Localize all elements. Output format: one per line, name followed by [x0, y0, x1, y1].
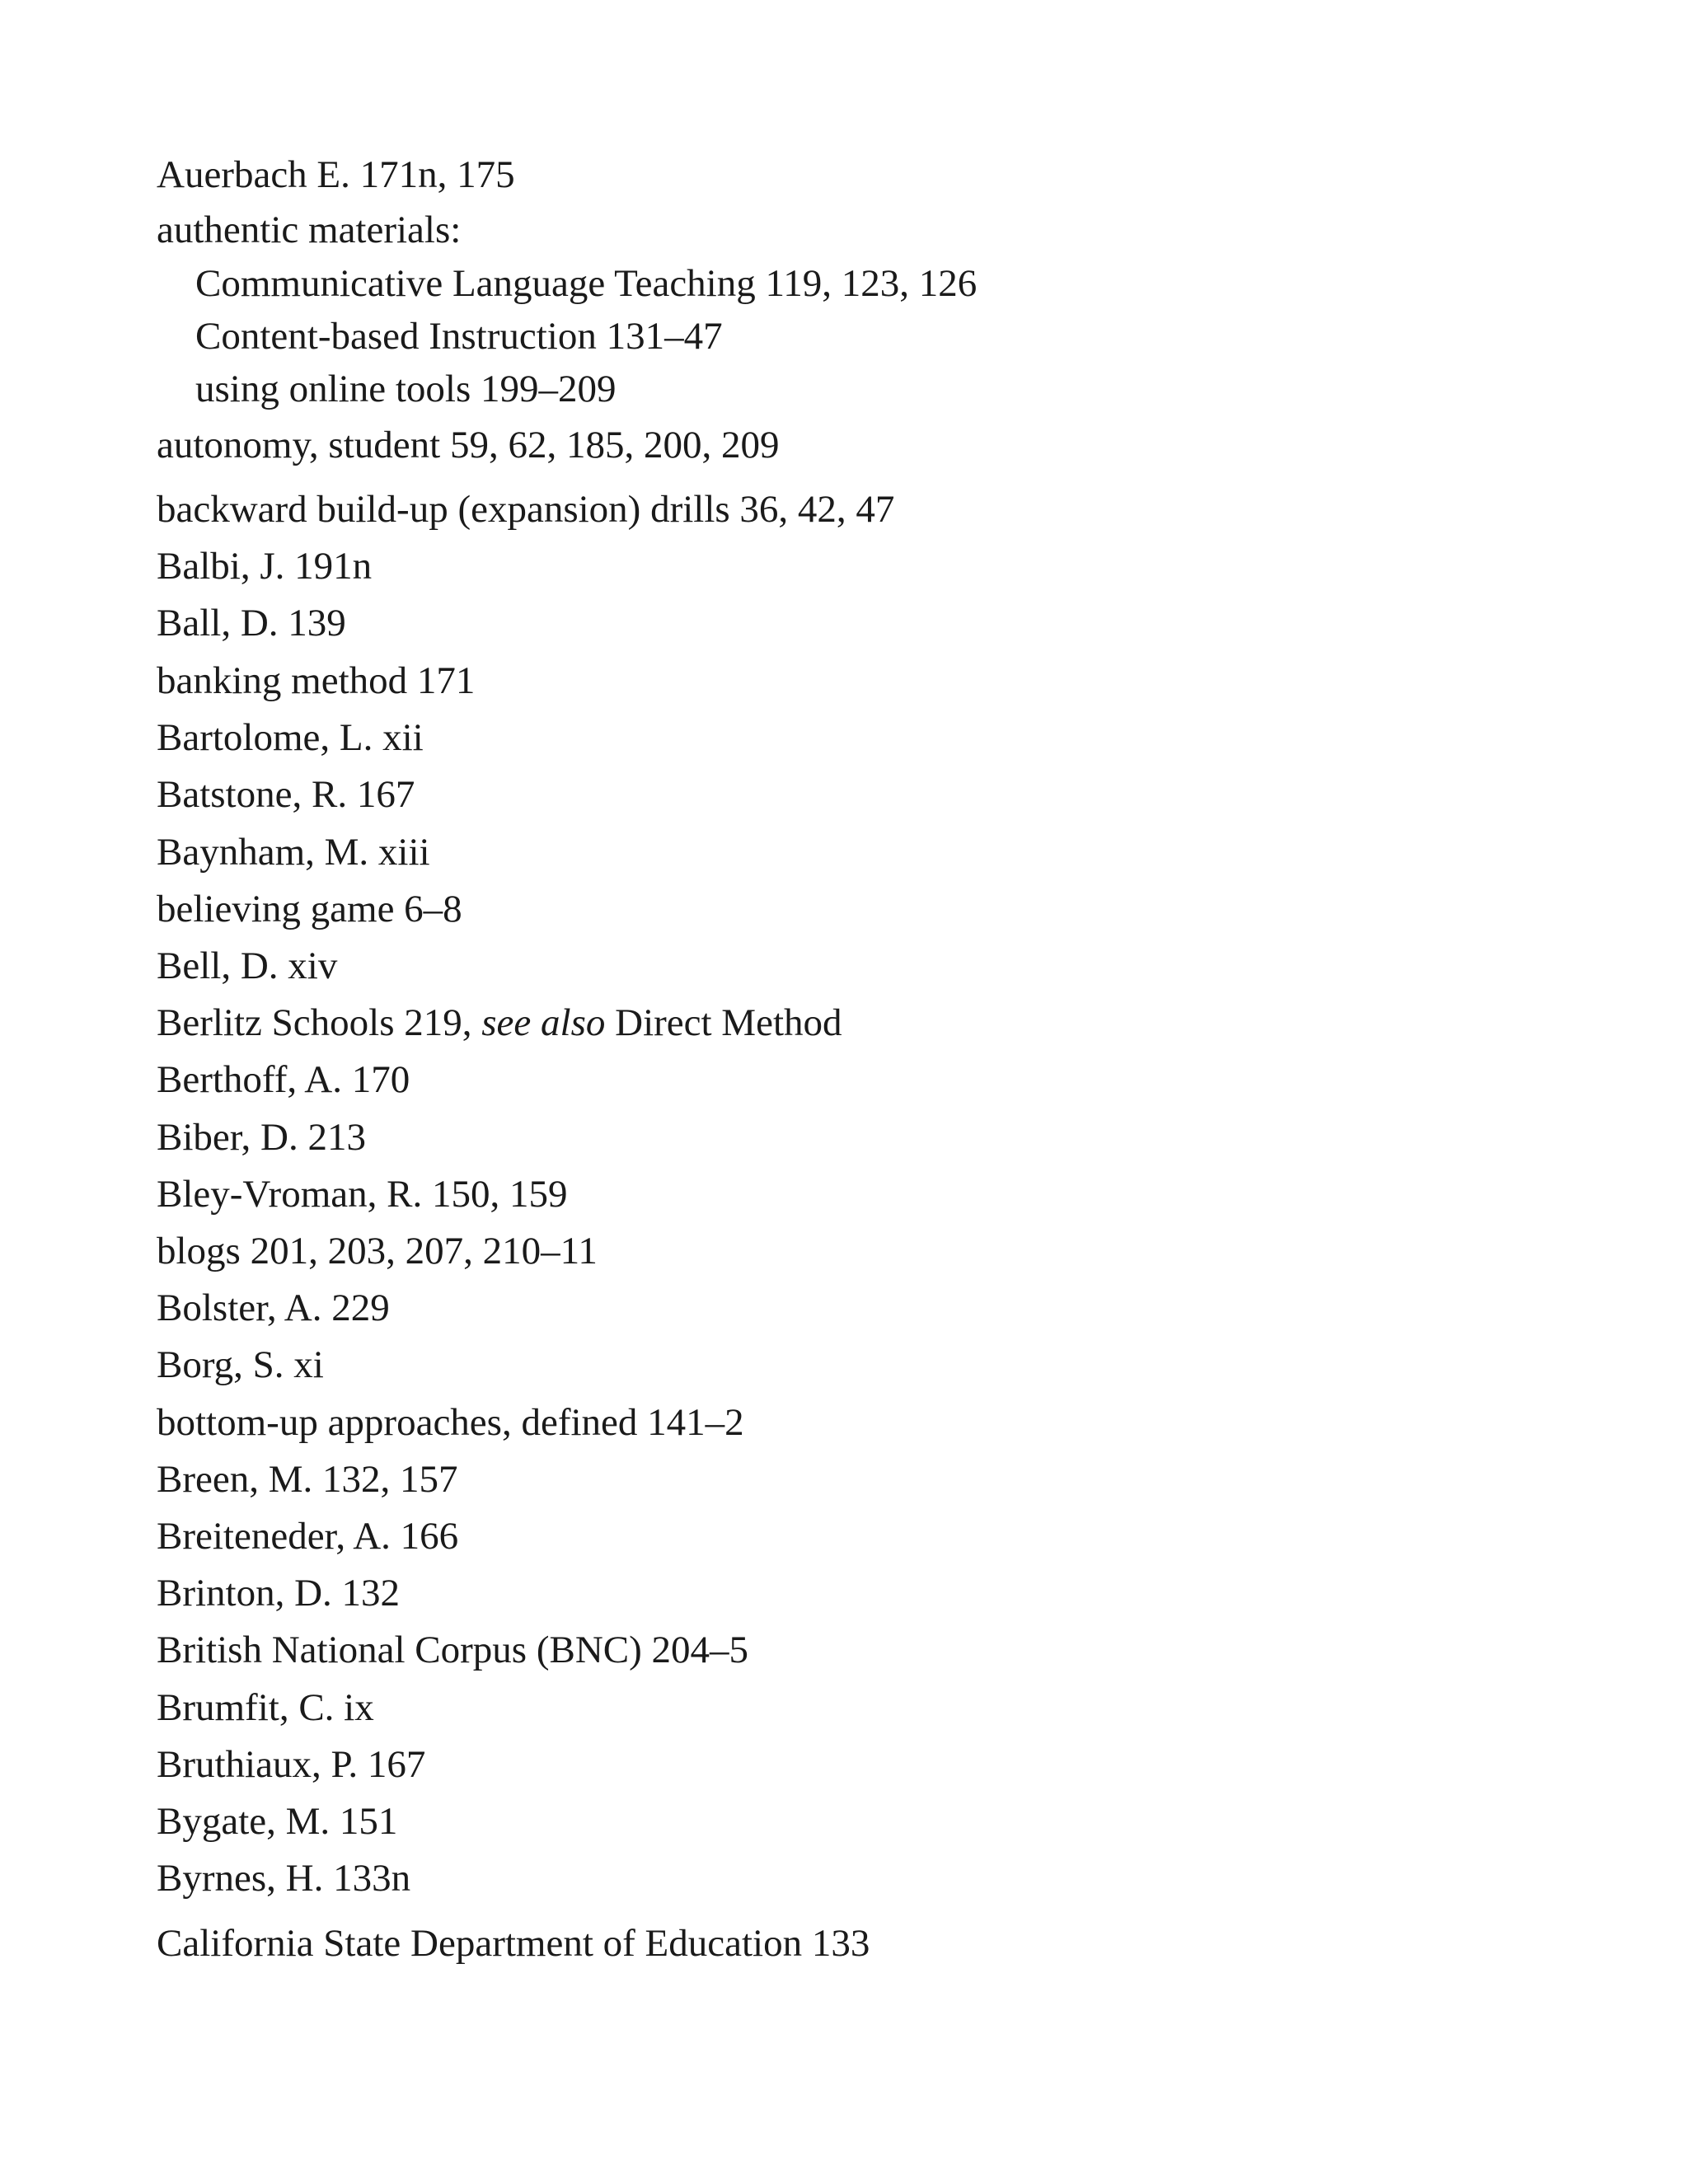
index-entry — [157, 1456, 458, 1502]
index-entry-text: Bygate, M. 151 — [157, 1800, 398, 1843]
index-entry — [157, 1399, 744, 1446]
index-entry — [157, 829, 430, 875]
index-entry-text: autonomy, student 59, 62, 185, 200, 209 — [157, 424, 780, 466]
index-entry-text: backward build-up (expansion) drills 36, 42, 47 — [157, 488, 895, 531]
index-subentry-text: using online tools 199–209 — [195, 368, 617, 410]
index-subentry — [195, 366, 616, 412]
index-entry-text: Baynham, M. xiii — [157, 831, 430, 874]
index-subentry — [195, 313, 723, 359]
index-entry-text: Brumfit, C. ix — [157, 1686, 374, 1729]
index-entry-text: blogs 201, 203, 207, 210–11 — [157, 1230, 598, 1272]
index-entry — [157, 715, 424, 761]
index-entry — [157, 1057, 410, 1103]
index-entry-text: Byrnes, H. 133n — [157, 1857, 411, 1900]
index-entry — [157, 1570, 400, 1616]
index-entry-text: Biber, D. 213 — [157, 1116, 366, 1159]
index-entry-text: Brinton, D. 132 — [157, 1572, 401, 1615]
index-entry — [157, 1114, 366, 1160]
index-subentry-text: Communicative Language Teaching 119, 123, 126 — [195, 262, 978, 305]
index-entry — [157, 600, 346, 646]
index-entry — [157, 486, 894, 532]
index-entry — [157, 1285, 390, 1331]
index-entry — [157, 422, 779, 468]
index-entry — [157, 1855, 410, 1901]
index-entry-text: Bruthiaux, P. 167 — [157, 1743, 426, 1786]
index-entry — [157, 658, 475, 704]
index-entry-text: Balbi, J. 191n — [157, 545, 373, 588]
index-entry-text: British National Corpus (BNC) 204–5 — [157, 1629, 749, 1671]
index-entry-text: believing game 6–8 — [157, 888, 462, 930]
index-entry — [157, 886, 462, 932]
index-entry — [157, 1685, 374, 1731]
index-entry-text: Bolster, A. 229 — [157, 1286, 390, 1329]
index-entry — [157, 1228, 598, 1274]
index-entry — [157, 1741, 425, 1788]
index-entry-text: Berthoff, A. 170 — [157, 1058, 410, 1101]
index-entry-text: Batstone, R. 167 — [157, 773, 415, 816]
index-subentry-text: Content-based Instruction 131–47 — [195, 315, 723, 358]
index-entry-text: Bell, D. xiv — [157, 944, 338, 987]
index-subentry — [195, 260, 977, 307]
index-entry — [157, 1798, 397, 1844]
index-entry-text: California State Department of Education 133 — [157, 1922, 870, 1965]
index-entry — [157, 1000, 842, 1046]
index-entry-text: banking method 171 — [157, 659, 476, 702]
index-entry-text: Borg, S. xi — [157, 1343, 324, 1386]
index-entry — [157, 207, 461, 253]
index-entry-text: Bley-Vroman, R. 150, 159 — [157, 1173, 568, 1216]
index-entry-text: Bartolome, L. xii — [157, 716, 424, 759]
index-entry — [157, 152, 515, 198]
index-entry-text: Ball, D. 139 — [157, 602, 346, 644]
index-entry — [157, 1342, 324, 1388]
index-entry-text: Breiteneder, A. 166 — [157, 1515, 459, 1558]
index-entry-text: Auerbach E. 171n, 175 — [157, 153, 515, 196]
index-see-also: see also — [481, 1001, 606, 1044]
index-cross-reference: Direct Method — [615, 1001, 842, 1044]
index-entry — [157, 543, 372, 589]
index-entry — [157, 1513, 458, 1559]
index-entry — [157, 1920, 870, 1966]
index-entry-text: Berlitz Schools 219, — [157, 1001, 472, 1044]
index-entry-text: authentic materials: — [157, 209, 462, 251]
index-entry — [157, 1171, 567, 1217]
index-entry-text: bottom-up approaches, defined 141–2 — [157, 1401, 744, 1444]
index-entry — [157, 1627, 748, 1673]
index-entry — [157, 943, 337, 989]
index-entry-text: Breen, M. 132, 157 — [157, 1458, 458, 1501]
index-entry — [157, 771, 415, 818]
